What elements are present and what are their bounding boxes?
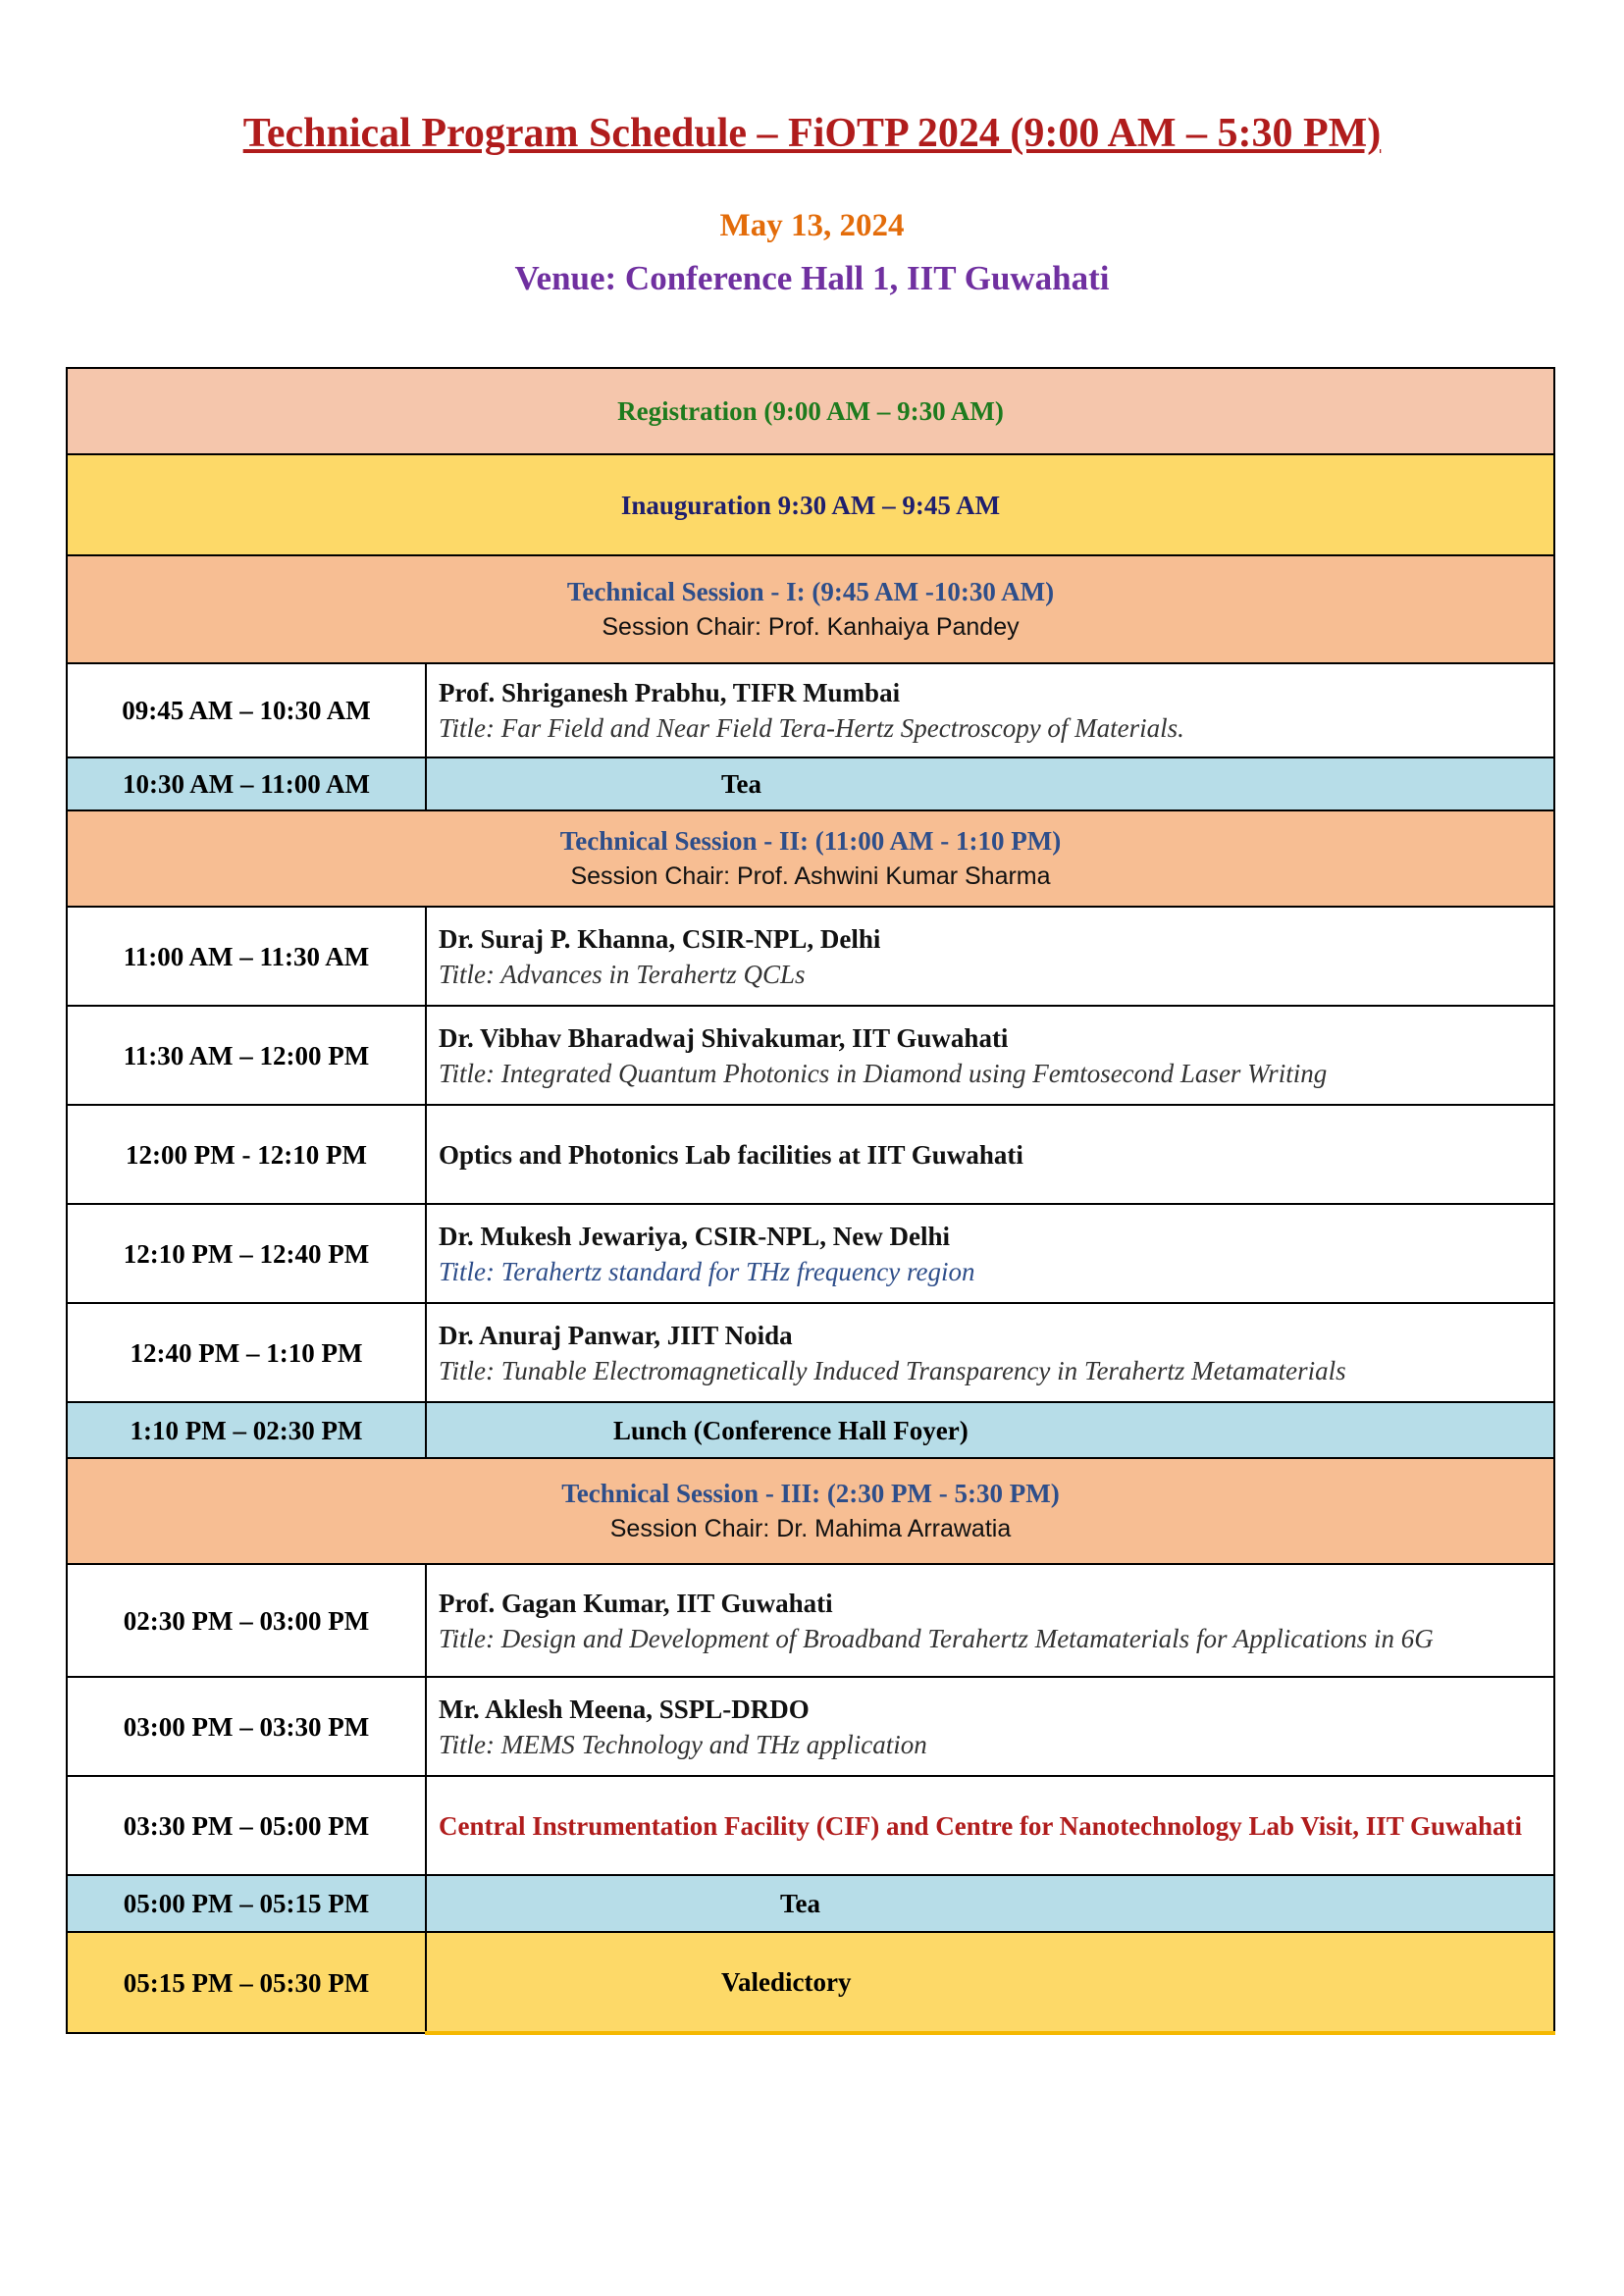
talk-7-title: Title: Design and Development of Broadband Terahertz Metamaterials for Applications in 6G bbox=[439, 1623, 1434, 1653]
registration-row bbox=[67, 368, 1554, 454]
session-3-name: Technical Session - III: (2:30 PM - 5:30 PM) bbox=[561, 1479, 1060, 1508]
session-2-chair: Session Chair: Prof. Ashwini Kumar Sharma bbox=[570, 862, 1051, 890]
tea-row-2 bbox=[67, 1875, 1554, 1932]
session-3-cell bbox=[67, 1458, 1554, 1564]
session-2-header bbox=[67, 810, 1554, 907]
session-1-cell bbox=[67, 555, 1554, 663]
talk-5-title: Title: Terahertz standard for THz frequency region bbox=[439, 1256, 975, 1286]
session-1-name: Technical Session - I: (9:45 AM -10:30 AM) bbox=[566, 577, 1055, 606]
schedule-table bbox=[66, 367, 1555, 2035]
tea-2-label: Tea bbox=[426, 1875, 1554, 1932]
talk-4-details bbox=[426, 1105, 1554, 1204]
tea-row-1 bbox=[67, 757, 1554, 810]
talk-2-details bbox=[426, 907, 1554, 1006]
event-venue: Venue: Conference Hall 1, IIT Guwahati bbox=[514, 259, 1110, 297]
tea-1-time: 10:30 AM – 11:00 AM bbox=[67, 757, 426, 810]
lunch-time: 1:10 PM – 02:30 PM bbox=[67, 1402, 426, 1458]
tea-2-time: 05:00 PM – 05:15 PM bbox=[67, 1875, 426, 1932]
talk-7-details bbox=[426, 1564, 1554, 1677]
talk-6-time: 12:40 PM – 1:10 PM bbox=[67, 1303, 426, 1402]
talk-3-speaker: Dr. Vibhav Bharadwaj Shivakumar, IIT Guwahati bbox=[439, 1022, 1009, 1053]
talk-3-details bbox=[426, 1006, 1554, 1105]
talk-9-speaker: Central Instrumentation Facility (CIF) and Centre for Nanotechnology Lab Visit, IIT Guwahati bbox=[439, 1810, 1523, 1841]
tea-1-label: Tea bbox=[426, 757, 1554, 810]
session-1-chair: Session Chair: Prof. Kanhaiya Pandey bbox=[602, 613, 1020, 641]
inauguration-label: Inauguration 9:30 AM – 9:45 AM bbox=[67, 454, 1554, 555]
valedictory-time: 05:15 PM – 05:30 PM bbox=[67, 1932, 426, 2033]
talk-5-speaker: Dr. Mukesh Jewariya, CSIR-NPL, New Delhi bbox=[439, 1221, 950, 1251]
talk-4-speaker: Optics and Photonics Lab facilities at IIT Guwahati bbox=[439, 1139, 1023, 1170]
talk-5-details bbox=[426, 1204, 1554, 1303]
talk-row-1 bbox=[67, 663, 1554, 757]
talk-6-details bbox=[426, 1303, 1554, 1402]
session-2-name: Technical Session - II: (11:00 AM - 1:10 PM) bbox=[559, 826, 1062, 856]
talk-8-speaker: Mr. Aklesh Meena, SSPL-DRDO bbox=[439, 1694, 810, 1724]
talk-2-time: 11:00 AM – 11:30 AM bbox=[67, 907, 426, 1006]
session-2-cell bbox=[67, 810, 1554, 907]
talk-4-time: 12:00 PM - 12:10 PM bbox=[67, 1105, 426, 1204]
talk-7-time: 02:30 PM – 03:00 PM bbox=[67, 1564, 426, 1677]
inauguration-row bbox=[67, 454, 1554, 555]
talk-6-title: Title: Tunable Electromagnetically Induced Transparency in Terahertz Metamaterials bbox=[439, 1355, 1346, 1385]
talk-8-time: 03:00 PM – 03:30 PM bbox=[67, 1677, 426, 1776]
talk-8-details bbox=[426, 1677, 1554, 1776]
talk-row-3 bbox=[67, 1006, 1554, 1105]
talk-row-6 bbox=[67, 1303, 1554, 1402]
lunch-label: Lunch (Conference Hall Foyer) bbox=[426, 1402, 1554, 1458]
talk-9-details bbox=[426, 1776, 1554, 1875]
talk-3-title: Title: Integrated Quantum Photonics in Diamond using Femtosecond Laser Writing bbox=[439, 1058, 1328, 1088]
talk-6-speaker: Dr. Anuraj Panwar, JIIT Noida bbox=[439, 1320, 793, 1350]
lunch-row bbox=[67, 1402, 1554, 1458]
session-3-header bbox=[67, 1458, 1554, 1564]
valedictory-label: Valedictory bbox=[426, 1932, 1554, 2033]
event-date: May 13, 2024 bbox=[719, 208, 905, 243]
talk-1-title: Title: Far Field and Near Field Tera-Hertz Spectroscopy of Materials. bbox=[439, 713, 1184, 743]
talk-row-8 bbox=[67, 1677, 1554, 1776]
talk-9-time: 03:30 PM – 05:00 PM bbox=[67, 1776, 426, 1875]
talk-7-speaker: Prof. Gagan Kumar, IIT Guwahati bbox=[439, 1588, 833, 1618]
page-title: Technical Program Schedule – FiOTP 2024 (9:00 AM – 5:30 PM) bbox=[242, 111, 1382, 156]
talk-2-speaker: Dr. Suraj P. Khanna, CSIR-NPL, Delhi bbox=[439, 923, 881, 954]
session-1-header bbox=[67, 555, 1554, 663]
talk-5-time: 12:10 PM – 12:40 PM bbox=[67, 1204, 426, 1303]
talk-row-4 bbox=[67, 1105, 1554, 1204]
session-3-chair: Session Chair: Dr. Mahima Arrawatia bbox=[609, 1515, 1012, 1542]
talk-8-title: Title: MEMS Technology and THz application bbox=[439, 1729, 927, 1759]
talk-row-2 bbox=[67, 907, 1554, 1006]
talk-1-speaker: Prof. Shriganesh Prabhu, TIFR Mumbai bbox=[439, 678, 901, 707]
talk-row-9 bbox=[67, 1776, 1554, 1875]
talk-row-7 bbox=[67, 1564, 1554, 1677]
talk-row-5 bbox=[67, 1204, 1554, 1303]
registration-label: Registration (9:00 AM – 9:30 AM) bbox=[67, 368, 1554, 454]
talk-3-time: 11:30 AM – 12:00 PM bbox=[67, 1006, 426, 1105]
talk-1-time: 09:45 AM – 10:30 AM bbox=[67, 663, 426, 757]
talk-2-title: Title: Advances in Terahertz QCLs bbox=[439, 959, 806, 989]
talk-1-details bbox=[426, 663, 1554, 757]
valedictory-row bbox=[67, 1932, 1554, 2033]
